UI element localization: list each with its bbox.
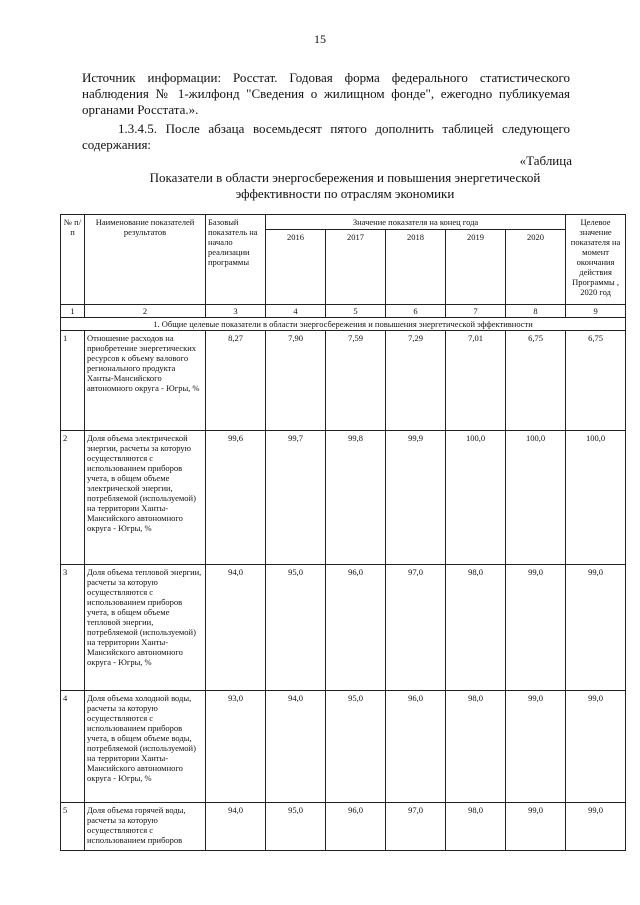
header-year: 2018 [386, 230, 446, 305]
header-no: № п/п [61, 215, 85, 305]
table-row [61, 431, 626, 565]
table-row [61, 691, 626, 803]
row-name: Доля объема тепловой энергии, расчеты за которую осуществляются с использованием приборов учета, в общем объеме тепловой энергии, потребляемой (используемой) на территории Ханты-Мансийского автономного округа - Югры, % [85, 565, 206, 691]
row-base-value: 94,0 [206, 803, 266, 851]
row-year-value: 97,0 [386, 565, 446, 691]
row-year-value: 7,29 [386, 331, 446, 431]
row-year-value: 99,0 [506, 565, 566, 691]
row-year-value: 96,0 [326, 803, 386, 851]
section-title: 1. Общие целевые показатели в области энергосбережения и повышения энергетической эффективности [61, 318, 626, 331]
row-base-value: 94,0 [206, 565, 266, 691]
row-number: 4 [61, 691, 85, 803]
row-year-value: 95,0 [326, 691, 386, 803]
header-name: Наименование показателей результатов [85, 215, 206, 305]
header-row [61, 215, 626, 230]
row-year-value: 99,0 [506, 803, 566, 851]
header-base: Базовый показатель на начало реализации программы [206, 215, 266, 305]
column-number: 1 [61, 305, 85, 318]
row-target-value: 99,0 [566, 691, 626, 803]
column-number: 4 [266, 305, 326, 318]
row-year-value: 99,9 [386, 431, 446, 565]
table-caption: «Таблица [519, 153, 572, 168]
row-year-value: 7,90 [266, 331, 326, 431]
header-year: 2017 [326, 230, 386, 305]
row-year-value: 95,0 [266, 803, 326, 851]
row-number: 5 [61, 803, 85, 851]
header-year: 2020 [506, 230, 566, 305]
amendment-paragraph: 1.3.4.5. После абзаца восемьдесят пятого дополнить таблицей следующего содержания: [82, 121, 570, 152]
header-year: 2016 [266, 230, 326, 305]
row-number: 2 [61, 431, 85, 565]
table-title: Показатели в области энергосбережения и повышения энергетической эффективности по отраслям экономики [149, 170, 541, 201]
row-year-value: 97,0 [386, 803, 446, 851]
row-year-value: 96,0 [326, 565, 386, 691]
row-name: Доля объема электрической энергии, расчеты за которую осуществляются с использованием приборов учета, в общем объеме электрической энергии, потребляемой (используемой) на территории Ханты-Мансийского автономного округа - Югры, % [85, 431, 206, 565]
row-base-value: 93,0 [206, 691, 266, 803]
row-year-value: 7,59 [326, 331, 386, 431]
row-year-value: 7,01 [446, 331, 506, 431]
row-number: 1 [61, 331, 85, 431]
table-row [61, 331, 626, 431]
row-year-value: 98,0 [446, 691, 506, 803]
indicators-table [60, 214, 626, 851]
row-target-value: 100,0 [566, 431, 626, 565]
source-paragraph: Источник информации: Росстат. Годовая форма федерального статистического наблюдения № 1-жилфонд "Сведения о жилищном фонде", ежегодно публикуемая органами Росстата.». [82, 70, 570, 117]
row-year-value: 94,0 [266, 691, 326, 803]
row-year-value: 99,7 [266, 431, 326, 565]
section-row [61, 318, 626, 331]
header-year: 2019 [446, 230, 506, 305]
row-year-value: 95,0 [266, 565, 326, 691]
row-year-value: 100,0 [446, 431, 506, 565]
header-target: Целевое значение показателя на момент окончания действия Программы , 2020 год [566, 215, 626, 305]
column-number: 2 [85, 305, 206, 318]
column-number: 8 [506, 305, 566, 318]
row-year-value: 98,0 [446, 565, 506, 691]
row-base-value: 99,6 [206, 431, 266, 565]
row-name: Отношение расходов на приобретение энергетических ресурсов к объему валового регионального продукта Ханты-Мансийского автономного округа - Югры, % [85, 331, 206, 431]
row-base-value: 8,27 [206, 331, 266, 431]
table-row [61, 803, 626, 851]
page-number: 15 [314, 32, 326, 46]
row-year-value: 99,8 [326, 431, 386, 565]
row-name: Доля объема холодной воды, расчеты за которую осуществляются с использованием приборов учета, в общем объеме воды, потребляемой (используемой) на территории Ханты-Мансийского автономного округа - Югры, % [85, 691, 206, 803]
row-year-value: 100,0 [506, 431, 566, 565]
row-name: Доля объема горячей воды, расчеты за которую осуществляются с использованием приборов [85, 803, 206, 851]
header-year-group: Значение показателя на конец года [266, 215, 566, 230]
row-year-value: 99,0 [506, 691, 566, 803]
table-row [61, 565, 626, 691]
row-target-value: 99,0 [566, 565, 626, 691]
row-year-value: 96,0 [386, 691, 446, 803]
row-year-value: 98,0 [446, 803, 506, 851]
column-number: 7 [446, 305, 506, 318]
column-number: 5 [326, 305, 386, 318]
column-number: 9 [566, 305, 626, 318]
column-number: 6 [386, 305, 446, 318]
row-year-value: 6,75 [506, 331, 566, 431]
column-numbers-row [61, 305, 626, 318]
row-target-value: 99,0 [566, 803, 626, 851]
row-target-value: 6,75 [566, 331, 626, 431]
row-number: 3 [61, 565, 85, 691]
column-number: 3 [206, 305, 266, 318]
